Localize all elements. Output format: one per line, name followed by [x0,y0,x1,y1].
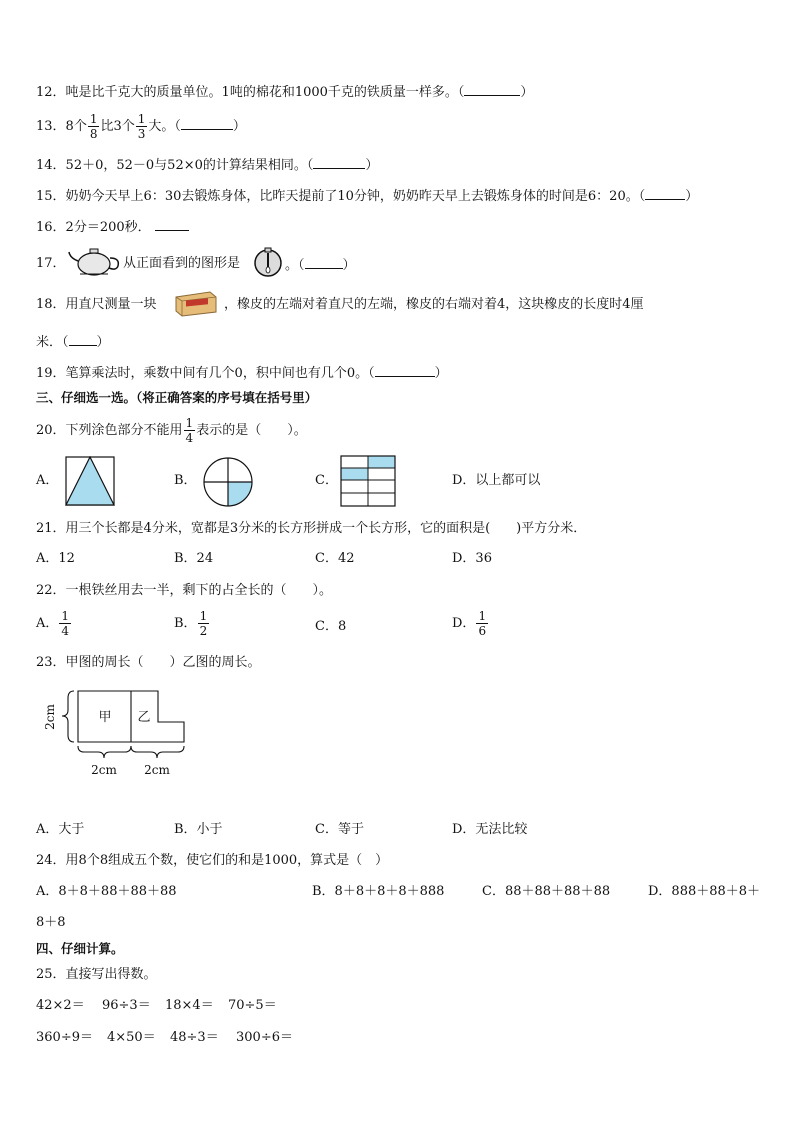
question-17-end [285,256,356,274]
fraction [88,112,100,141]
option-c[interactable]: C．88＋88＋88＋88 [482,884,611,899]
calc-item: 18×4＝ [165,998,214,1013]
fraction-denominator: 4 [185,431,194,445]
fraction-denominator: 6 [478,624,487,638]
q14-close: ） [365,158,379,173]
question-25: 25．直接写出得数。 [36,967,157,982]
question-15 [36,187,698,205]
answer-blank[interactable] [155,218,189,231]
width-label-2: 2cm [144,763,170,777]
question-17 [36,256,66,272]
perimeter-figure [38,686,198,786]
option-b[interactable]: B．8＋8＋8＋8＋888 [312,884,445,899]
q13-pre: 13．8个 [36,119,87,134]
fraction-numerator: 1 [89,112,98,126]
q14-text: 14．52＋0，52－0与52×0的计算结果相同。（ [36,158,314,173]
fraction-denominator: 4 [61,624,70,638]
answer-blank[interactable] [375,364,435,377]
q18-close: ） [96,335,110,350]
fraction-denominator: 2 [199,624,208,638]
option-d[interactable] [452,609,489,638]
q15-text: 15．奶奶今天早上6：30去锻炼身体，比昨天提前了10分钟，奶奶昨天早上去锻炼身体的时间是6：20。（ [36,189,646,204]
fraction [184,416,196,445]
teapot-front-icon [66,244,122,278]
question-12 [36,83,533,101]
option-d-cont: 8＋8 [36,915,66,930]
question-20 [36,416,307,445]
calc-item: 360÷9＝ [36,1030,93,1045]
fraction-denominator: 8 [89,127,98,141]
jia-label: 甲 [98,710,112,725]
q17-pre: 17． [36,256,66,271]
square-triangle-figure [65,456,115,506]
option-b[interactable]: B． [174,473,197,488]
option-d[interactable]: D．无法比较 [452,822,528,837]
question-23: 23．甲图的周长（ ）乙图的周长。 [36,655,261,670]
fraction [198,609,210,638]
option-a[interactable]: A．8＋8＋88＋88＋88 [36,884,177,899]
option-label: D． [452,616,476,631]
question-24: 24．用8个8组成五个数，使它们的和是1000，算式是（ ） [36,853,389,868]
q13-mid: 比3个 [100,119,135,134]
option-c[interactable]: C．42 [315,551,355,566]
option-a[interactable]: A．大于 [36,822,85,837]
q17-post: 。（ [285,258,305,273]
calc-item: 70÷5＝ [228,998,277,1013]
q12-text: 12．吨是比千克大的质量单位。1吨的棉花和1000千克的铁质量一样多。（ [36,85,465,100]
question-19 [36,364,448,382]
calc-item: 4×50＝ [107,1030,156,1045]
question-14 [36,156,378,174]
answer-blank[interactable] [313,156,365,169]
q13-post: 大。（ [148,119,181,134]
fraction-numerator: 1 [478,609,487,623]
q17-mid: 从正面看到的图形是 [123,256,241,271]
fraction [136,112,148,141]
option-a[interactable]: A． [36,473,59,488]
question-22: 22．一根铁丝用去一半，剩下的占全长的（ ）。 [36,583,333,598]
question-18-rest [224,297,644,313]
q15-close: ） [685,189,699,204]
q17-close: ） [342,258,356,273]
option-label: A． [36,616,59,631]
fraction-numerator: 1 [185,416,194,430]
circle-quarter-figure [202,456,254,508]
q19-close: ） [434,366,448,381]
question-18 [36,297,157,313]
question-16 [36,218,189,236]
width-label-1: 2cm [91,763,117,777]
option-a[interactable] [36,609,72,638]
option-c[interactable]: C．8 [315,619,347,634]
q19-text: 19．笔算乘法时，乘数中间有几个0，积中间也有几个0。（ [36,366,375,381]
side-length-label: 2cm [43,704,57,730]
answer-blank[interactable] [464,83,520,96]
q13-close: ） [232,119,246,134]
q12-close: ） [520,85,534,100]
teapot-side-icon [252,246,284,278]
fraction-numerator: 1 [61,609,70,623]
question-18-cont [36,333,110,351]
question-21: 21．用三个长都是4分米，宽都是3分米的长方形拼成一个长方形，它的面积是( )平方分米． [36,521,587,536]
section-3-heading: 三、仔细选一选。（将正确答案的序号填在括号里） [36,390,318,405]
question-13 [36,112,246,141]
calc-item: 42×2＝ [36,998,85,1013]
option-a[interactable]: A．12 [36,551,75,566]
option-d[interactable]: D．以上都可以 [452,473,541,488]
q18-pre: 18．用直尺测量一块 [36,297,157,312]
calc-item: 48÷3＝ [170,1030,219,1045]
calc-item: 96÷3＝ [102,998,151,1013]
fraction [59,609,71,638]
answer-blank[interactable] [645,187,685,200]
fraction-denominator: 3 [137,127,146,141]
option-b[interactable]: B．24 [174,551,214,566]
calc-item: 300÷6＝ [236,1030,293,1045]
fraction-numerator: 1 [199,609,208,623]
fraction [476,609,488,638]
option-c[interactable]: C． [315,473,338,488]
q18-cont: 米．（ [36,335,69,350]
option-label: B． [174,616,197,631]
question-17-rest [123,256,240,272]
option-c[interactable]: C．等于 [315,822,364,837]
q16-text: 16．2分＝200秒． [36,220,151,235]
option-b[interactable] [174,609,210,638]
q20-post: 表示的是（ ）。 [196,423,307,438]
option-b[interactable]: B．小于 [174,822,223,837]
option-d[interactable]: D．36 [452,551,492,566]
eraser-icon [172,288,218,318]
fraction-numerator: 1 [137,112,146,126]
q18-post: ，橡皮的左端对着直尺的左端，橡皮的右端对着4，这块橡皮的长度时4厘 [224,297,644,312]
option-d[interactable]: D．888＋88＋8＋ [648,884,761,899]
yi-label: 乙 [137,710,151,725]
answer-blank[interactable] [305,256,343,269]
q20-pre: 20．下列涂色部分不能用 [36,423,183,438]
answer-blank[interactable] [181,117,233,130]
answer-blank[interactable] [69,333,97,346]
grid-shaded-figure [340,455,396,507]
section-4-heading: 四、仔细计算。 [36,941,124,956]
